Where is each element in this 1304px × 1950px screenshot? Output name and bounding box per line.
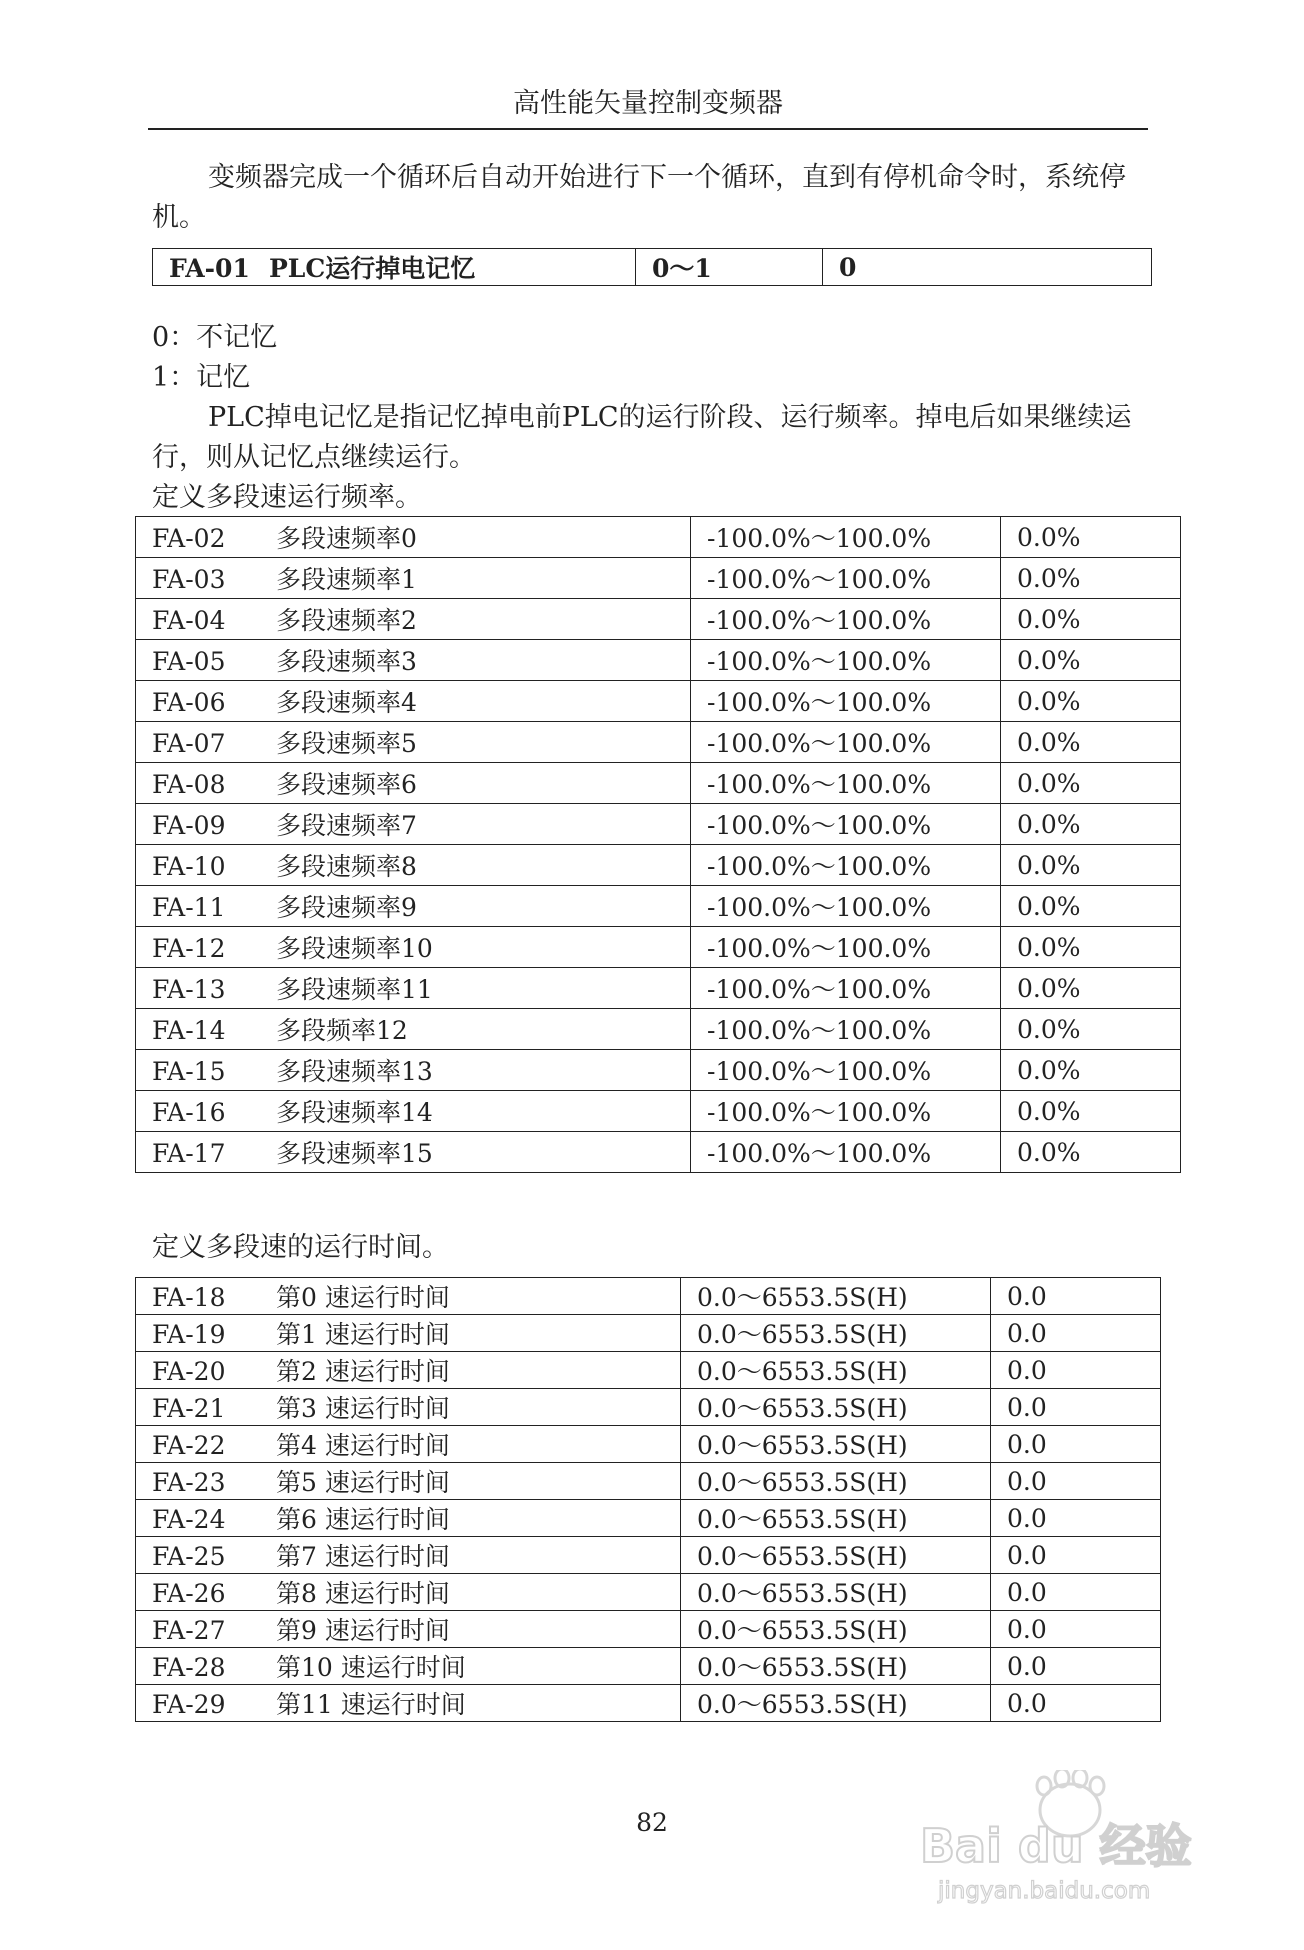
param-default-cell: 0.0%	[1001, 886, 1181, 927]
param-range-cell: -100.0%～100.0%	[691, 599, 1001, 640]
param-code: FA-23	[152, 1468, 226, 1497]
param-code: FA-02	[152, 524, 226, 553]
table-row	[136, 681, 1181, 722]
param-default-cell: 0.0%	[1001, 681, 1181, 722]
param-code: FA-06	[152, 688, 226, 717]
table-row	[136, 599, 1181, 640]
param-default-cell: 0.0	[991, 1463, 1161, 1500]
param-code: FA-28	[152, 1653, 226, 1682]
fa01-param-table	[152, 248, 1152, 286]
param-range-cell: -100.0%～100.0%	[691, 804, 1001, 845]
param-code: FA-20	[152, 1357, 226, 1386]
param-name: 多段速频率2	[276, 606, 417, 635]
param-code: FA-27	[152, 1616, 226, 1645]
fa01-default-cell: 0	[823, 249, 1152, 286]
param-name: 多段速频率3	[276, 647, 417, 676]
param-range-cell: -100.0%～100.0%	[691, 1091, 1001, 1132]
param-range-cell: -100.0%～100.0%	[691, 845, 1001, 886]
param-code-name-cell	[136, 640, 691, 681]
param-code-name-cell	[136, 1500, 681, 1537]
param-code-name-cell	[136, 681, 691, 722]
param-range-cell: 0.0～6553.5S(H)	[681, 1463, 991, 1500]
param-name: 多段速频率15	[276, 1139, 433, 1168]
param-name: 多段速频率4	[276, 688, 417, 717]
param-default-cell: 0.0%	[1001, 927, 1181, 968]
table-row	[136, 886, 1181, 927]
param-name: 多段速频率6	[276, 770, 417, 799]
param-name: 多段速频率5	[276, 729, 417, 758]
param-default-cell: 0.0%	[1001, 1050, 1181, 1091]
table-row	[136, 1352, 1161, 1389]
param-code: FA-19	[152, 1320, 226, 1349]
param-code: FA-03	[152, 565, 226, 594]
page-number: 82	[636, 1808, 668, 1837]
param-range-cell: 0.0～6553.5S(H)	[681, 1315, 991, 1352]
param-range-cell: 0.0～6553.5S(H)	[681, 1648, 991, 1685]
param-range-cell: -100.0%～100.0%	[691, 681, 1001, 722]
table-row	[136, 1009, 1181, 1050]
param-range-cell: 0.0～6553.5S(H)	[681, 1611, 991, 1648]
param-code: FA-18	[152, 1283, 226, 1312]
param-code-name-cell	[136, 845, 691, 886]
param-range-cell: -100.0%～100.0%	[691, 1132, 1001, 1173]
param-default-cell: 0.0%	[1001, 804, 1181, 845]
table-row	[136, 1050, 1181, 1091]
intro-paragraph: 变频器完成一个循环后自动开始进行下一个循环，直到有停机命令时，系统停机。	[152, 162, 1126, 233]
param-range-cell: -100.0%～100.0%	[691, 968, 1001, 1009]
page-header: 高性能矢量控制变频器	[148, 80, 1148, 130]
param-range-cell: 0.0～6553.5S(H)	[681, 1685, 991, 1722]
param-default-cell: 0.0	[991, 1352, 1161, 1389]
param-name: 多段速频率10	[276, 934, 433, 963]
param-default-cell: 0.0	[991, 1574, 1161, 1611]
param-name: 第5 速运行时间	[276, 1468, 450, 1497]
param-range-cell: -100.0%～100.0%	[691, 722, 1001, 763]
param-code: FA-13	[152, 975, 226, 1004]
table-row	[136, 845, 1181, 886]
param-code: FA-10	[152, 852, 226, 881]
param-code: FA-14	[152, 1016, 226, 1045]
param-code-name-cell	[136, 1050, 691, 1091]
option-1-text: 1：记忆	[152, 362, 251, 393]
param-name: 多段速频率13	[276, 1057, 433, 1086]
table-row	[136, 1132, 1181, 1173]
table-row	[136, 1278, 1161, 1315]
param-default-cell: 0.0	[991, 1426, 1161, 1463]
param-name: 第3 速运行时间	[276, 1394, 450, 1423]
param-name: 多段速频率8	[276, 852, 417, 881]
param-code-name-cell	[136, 1463, 681, 1500]
param-default-cell: 0.0%	[1001, 968, 1181, 1009]
param-default-cell: 0.0	[991, 1500, 1161, 1537]
param-code-name-cell	[136, 1389, 681, 1426]
param-name: 第9 速运行时间	[276, 1616, 450, 1645]
param-code: FA-07	[152, 729, 226, 758]
param-range-cell: 0.0～6553.5S(H)	[681, 1389, 991, 1426]
param-code-name-cell	[136, 1132, 691, 1173]
table-row	[153, 249, 1152, 286]
param-name: 多段频率12	[276, 1016, 408, 1045]
param-code-name-cell	[136, 1352, 681, 1389]
param-code-name-cell	[136, 1537, 681, 1574]
param-default-cell: 0.0	[991, 1685, 1161, 1722]
param-range-cell: 0.0～6553.5S(H)	[681, 1352, 991, 1389]
param-code: FA-04	[152, 606, 226, 635]
time-param-table	[135, 1277, 1161, 1722]
param-name: 第4 速运行时间	[276, 1431, 450, 1460]
param-code: FA-12	[152, 934, 226, 963]
param-range-cell: 0.0～6553.5S(H)	[681, 1574, 991, 1611]
param-range-cell: 0.0～6553.5S(H)	[681, 1537, 991, 1574]
param-code: FA-11	[152, 893, 226, 922]
param-code: FA-16	[152, 1098, 226, 1127]
param-code-name-cell	[136, 1278, 681, 1315]
param-default-cell: 0.0%	[1001, 722, 1181, 763]
param-default-cell: 0.0	[991, 1315, 1161, 1352]
param-range-cell: -100.0%～100.0%	[691, 1009, 1001, 1050]
param-default-cell: 0.0%	[1001, 1091, 1181, 1132]
param-code: FA-05	[152, 647, 226, 676]
param-code-name-cell	[136, 1685, 681, 1722]
param-code: FA-26	[152, 1579, 226, 1608]
param-range-cell: 0.0～6553.5S(H)	[681, 1278, 991, 1315]
param-name: 第11 速运行时间	[276, 1690, 466, 1719]
param-code-name-cell	[136, 1091, 691, 1132]
param-default-cell: 0.0	[991, 1389, 1161, 1426]
param-default-cell: 0.0%	[1001, 517, 1181, 558]
param-default-cell: 0.0%	[1001, 763, 1181, 804]
param-default-cell: 0.0%	[1001, 599, 1181, 640]
param-name: 多段速频率11	[276, 975, 433, 1004]
param-code: FA-21	[152, 1394, 226, 1423]
param-name: 第10 速运行时间	[276, 1653, 466, 1682]
param-code: FA-25	[152, 1542, 226, 1571]
param-code: FA-15	[152, 1057, 226, 1086]
param-default-cell: 0.0	[991, 1278, 1161, 1315]
table-row	[136, 1648, 1161, 1685]
table-row	[136, 804, 1181, 845]
param-code: FA-29	[152, 1690, 226, 1719]
param-default-cell: 0.0%	[1001, 558, 1181, 599]
freq-caption: 定义多段速运行频率。	[152, 482, 422, 513]
param-name: 多段速频率7	[276, 811, 417, 840]
table-row	[136, 1500, 1161, 1537]
table-row	[136, 968, 1181, 1009]
param-code-name-cell	[136, 1426, 681, 1463]
param-code-name-cell	[136, 1009, 691, 1050]
param-code-name-cell	[136, 517, 691, 558]
param-name: 第8 速运行时间	[276, 1579, 450, 1608]
table-row	[136, 1315, 1161, 1352]
param-name: 第1 速运行时间	[276, 1320, 450, 1349]
watermark-logo-text: Bai du 经验	[920, 1819, 1192, 1873]
param-default-cell: 0.0%	[1001, 845, 1181, 886]
param-default-cell: 0.0	[991, 1611, 1161, 1648]
option-0-text: 0：不记忆	[152, 322, 278, 353]
param-range-cell: 0.0～6553.5S(H)	[681, 1426, 991, 1463]
param-default-cell: 0.0%	[1001, 640, 1181, 681]
param-name: 第7 速运行时间	[276, 1542, 450, 1571]
param-default-cell: 0.0	[991, 1648, 1161, 1685]
param-code-name-cell	[136, 599, 691, 640]
baidu-jingyan-watermark	[920, 1770, 1230, 1910]
table-row	[136, 722, 1181, 763]
param-name: 第6 速运行时间	[276, 1505, 450, 1534]
table-row	[136, 1537, 1161, 1574]
param-code: FA-17	[152, 1139, 226, 1168]
param-range-cell: -100.0%～100.0%	[691, 558, 1001, 599]
table-row	[136, 927, 1181, 968]
table-row	[136, 517, 1181, 558]
param-code-name-cell	[136, 1315, 681, 1352]
param-code-name-cell	[136, 558, 691, 599]
table-row	[136, 1463, 1161, 1500]
param-name: 第2 速运行时间	[276, 1357, 450, 1386]
param-name: 多段速频率0	[276, 524, 417, 553]
table-row	[136, 1611, 1161, 1648]
param-name: PLC运行掉电记忆	[269, 254, 476, 283]
time-caption: 定义多段速的运行时间。	[152, 1232, 449, 1263]
table-row	[136, 1091, 1181, 1132]
param-code: FA-09	[152, 811, 226, 840]
param-code-name-cell	[136, 927, 691, 968]
param-code-name-cell	[136, 722, 691, 763]
param-range-cell: -100.0%～100.0%	[691, 763, 1001, 804]
param-default-cell: 0.0	[991, 1537, 1161, 1574]
freq-param-table	[135, 516, 1181, 1173]
param-default-cell: 0.0%	[1001, 1132, 1181, 1173]
fa01-code-name-cell	[153, 249, 636, 286]
param-code: FA-24	[152, 1505, 226, 1534]
param-default-cell: 0.0%	[1001, 1009, 1181, 1050]
param-name: 多段速频率9	[276, 893, 417, 922]
param-name: 多段速频率1	[276, 565, 417, 594]
param-range-cell: -100.0%～100.0%	[691, 927, 1001, 968]
watermark-url-text: jingyan.baidu.com	[938, 1878, 1151, 1904]
param-code-name-cell	[136, 1648, 681, 1685]
table-row	[136, 558, 1181, 599]
param-range-cell: -100.0%～100.0%	[691, 1050, 1001, 1091]
param-code-name-cell	[136, 886, 691, 927]
param-code: FA-08	[152, 770, 226, 799]
memory-paragraph: PLC掉电记忆是指记忆掉电前PLC的运行阶段、运行频率。掉电后如果继续运行，则从记忆点继续运行。	[152, 402, 1132, 473]
param-range-cell: -100.0%～100.0%	[691, 886, 1001, 927]
param-code-name-cell	[136, 1574, 681, 1611]
table-row	[136, 763, 1181, 804]
param-code-name-cell	[136, 1611, 681, 1648]
table-row	[136, 1389, 1161, 1426]
table-row	[136, 1685, 1161, 1722]
param-code: FA-22	[152, 1431, 226, 1460]
table-row	[136, 640, 1181, 681]
param-name: 第0 速运行时间	[276, 1283, 450, 1312]
param-code-name-cell	[136, 804, 691, 845]
table-row	[136, 1574, 1161, 1611]
table-row	[136, 1426, 1161, 1463]
param-range-cell: -100.0%～100.0%	[691, 517, 1001, 558]
param-name: 多段速频率14	[276, 1098, 433, 1127]
param-code: FA-01	[169, 254, 250, 283]
param-code-name-cell	[136, 968, 691, 1009]
fa01-range-cell: 0～1	[636, 249, 823, 286]
param-code-name-cell	[136, 763, 691, 804]
param-range-cell: 0.0～6553.5S(H)	[681, 1500, 991, 1537]
param-range-cell: -100.0%～100.0%	[691, 640, 1001, 681]
